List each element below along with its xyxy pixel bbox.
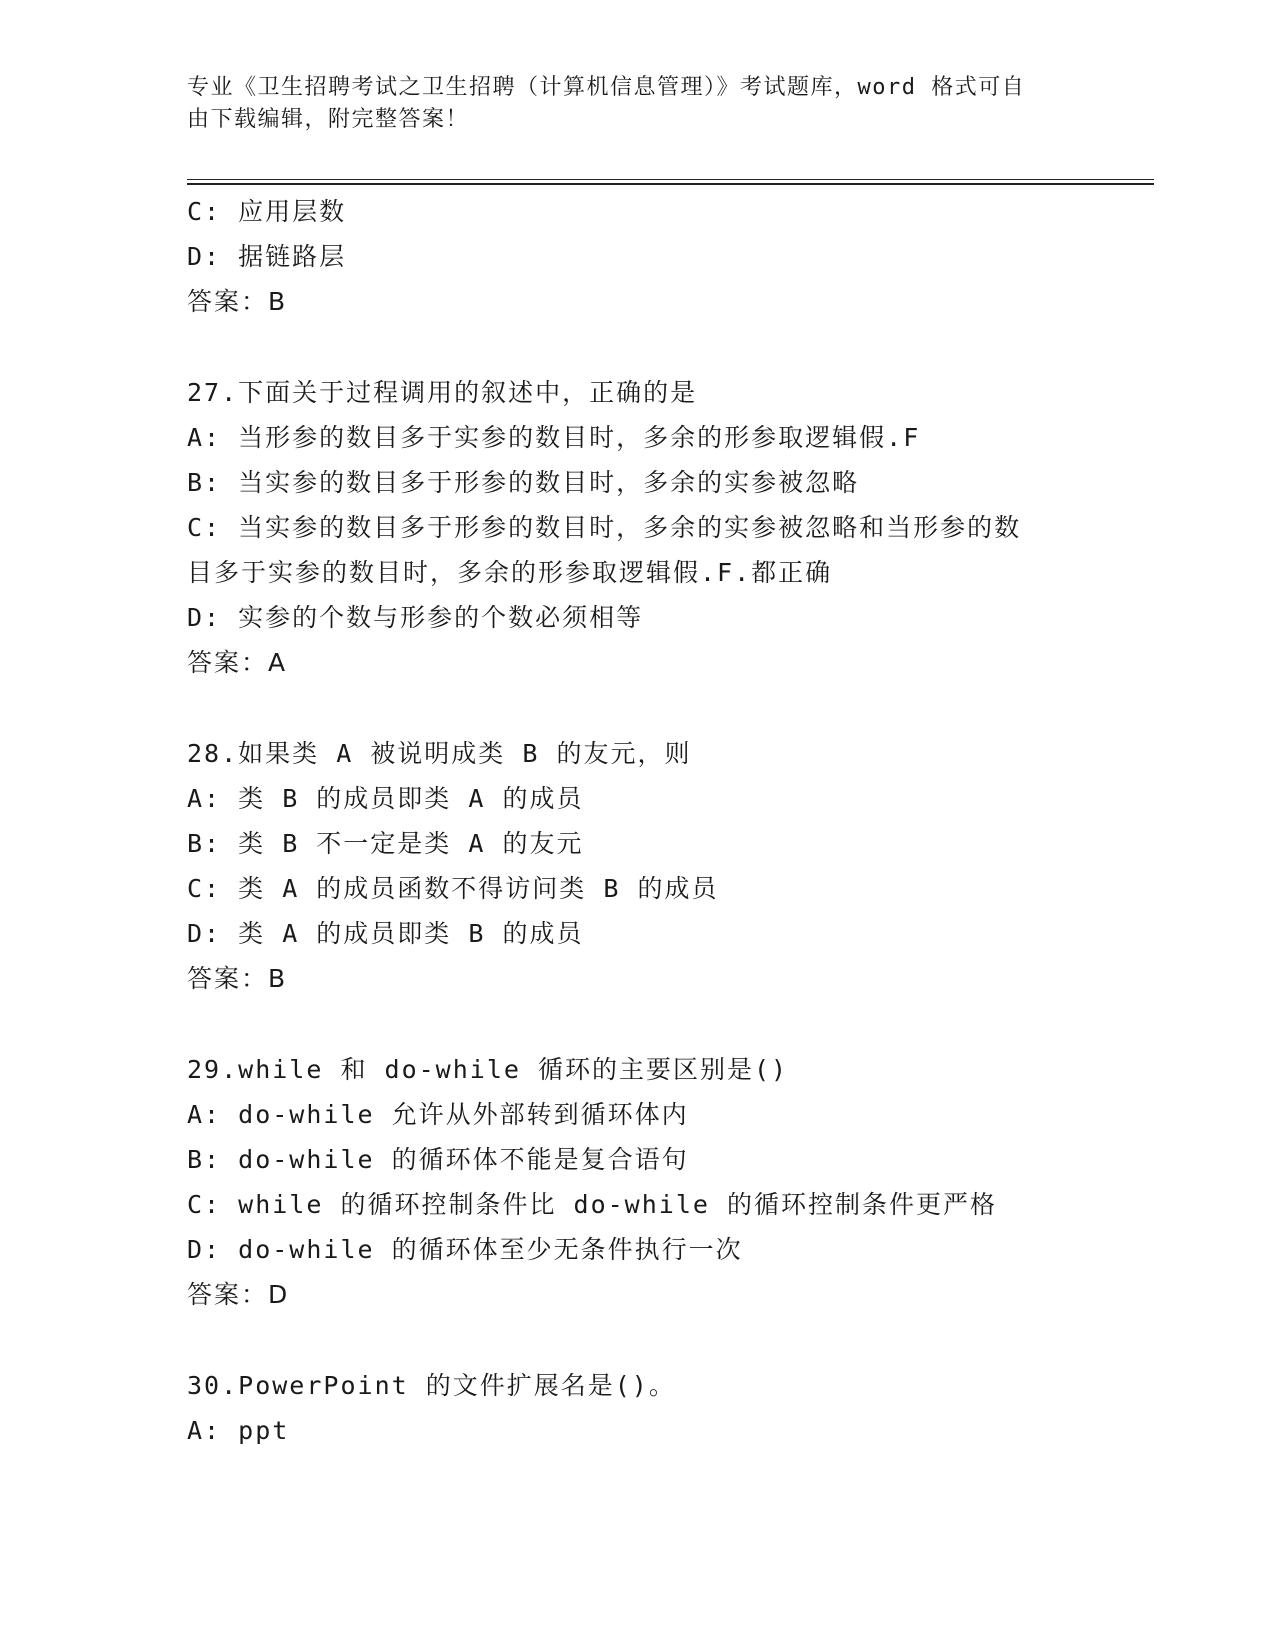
question-29 bbox=[187, 1047, 1087, 1317]
option-a: A: 当形参的数目多于实参的数目时，多余的形参取逻辑假.F bbox=[187, 423, 921, 452]
header-line-1: 专业《卫生招聘考试之卫生招聘（计算机信息管理）》考试题库，word 格式可自 bbox=[187, 75, 1026, 100]
option-c: C: 应用层数 bbox=[187, 197, 347, 226]
option-c: C: 当实参的数目多于形参的数目时，多余的实参被忽略和当形参的数 bbox=[187, 513, 1022, 542]
question-30 bbox=[187, 1363, 1087, 1453]
spacer bbox=[187, 685, 1087, 731]
header-line-2: 由下载编辑，附完整答案！ bbox=[187, 107, 470, 132]
option-a: A: ppt bbox=[187, 1416, 290, 1445]
option-c-continued: 目多于实参的数目时，多余的形参取逻辑假.F.都正确 bbox=[187, 558, 833, 587]
option-b: B: do-while 的循环体不能是复合语句 bbox=[187, 1145, 689, 1174]
question-stem: 30.PowerPoint 的文件扩展名是()。 bbox=[187, 1371, 676, 1400]
spacer bbox=[187, 324, 1087, 370]
question-28 bbox=[187, 731, 1087, 1001]
answer: 答案：B bbox=[187, 287, 288, 316]
option-b: B: 当实参的数目多于形参的数目时，多余的实参被忽略 bbox=[187, 468, 860, 497]
question-27 bbox=[187, 370, 1087, 685]
header-divider-thick bbox=[187, 183, 1154, 185]
option-a: A: 类 B 的成员即类 A 的成员 bbox=[187, 784, 584, 813]
answer: 答案：B bbox=[187, 964, 288, 993]
option-d: D: 实参的个数与形参的个数必须相等 bbox=[187, 603, 644, 632]
option-c: C: while 的循环控制条件比 do-while 的循环控制条件更严格 bbox=[187, 1190, 997, 1219]
question-stem: 29.while 和 do-while 循环的主要区别是() bbox=[187, 1055, 789, 1084]
answer: 答案：A bbox=[187, 648, 288, 677]
option-b: B: 类 B 不一定是类 A 的友元 bbox=[187, 829, 584, 858]
question-list bbox=[187, 189, 1087, 1453]
option-d: D: do-while 的循环体至少无条件执行一次 bbox=[187, 1235, 743, 1264]
spacer bbox=[187, 1001, 1087, 1047]
answer: 答案：D bbox=[187, 1280, 290, 1309]
option-d: D: 类 A 的成员即类 B 的成员 bbox=[187, 919, 584, 948]
option-d: D: 据链路层 bbox=[187, 242, 347, 271]
option-a: A: do-while 允许从外部转到循环体内 bbox=[187, 1100, 689, 1129]
header-divider-thin bbox=[187, 179, 1154, 180]
question-26-continuation bbox=[187, 189, 1087, 324]
question-stem: 28.如果类 A 被说明成类 B 的友元，则 bbox=[187, 739, 692, 768]
question-stem: 27.下面关于过程调用的叙述中，正确的是 bbox=[187, 378, 698, 407]
spacer bbox=[187, 1317, 1087, 1363]
option-c: C: 类 A 的成员函数不得访问类 B 的成员 bbox=[187, 874, 719, 903]
document-header bbox=[187, 72, 1067, 136]
